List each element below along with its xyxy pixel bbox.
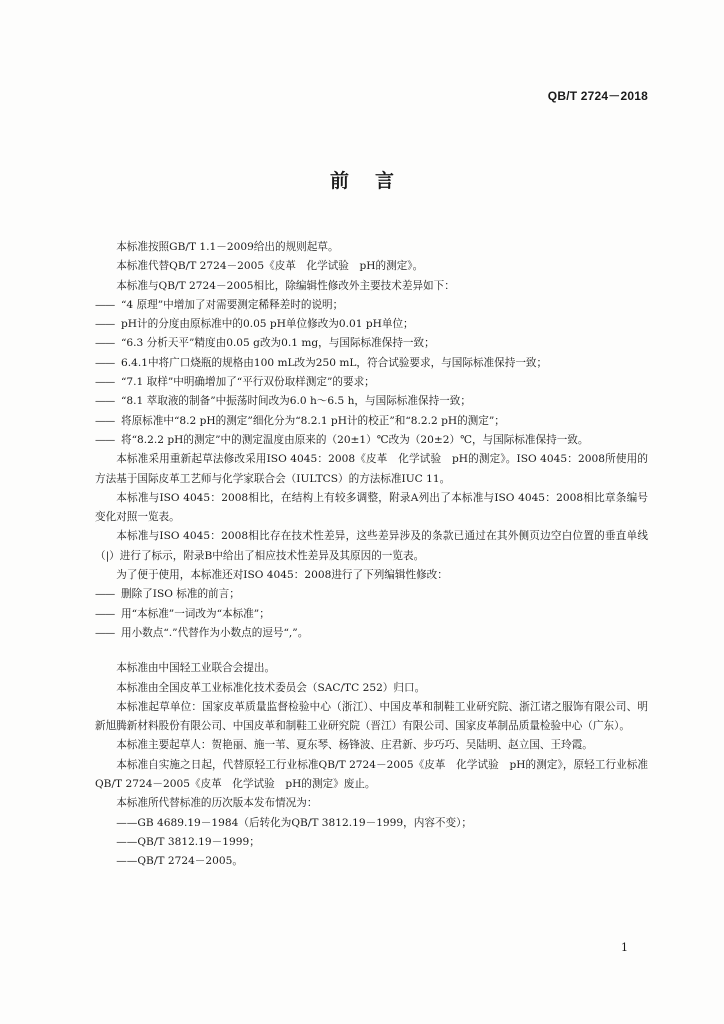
dash-mark: ——	[95, 395, 115, 408]
dash-mark: ——	[95, 298, 115, 311]
paragraph: 本标准代替QB/T 2724－2005《皮革 化学试验 pH的测定》。	[116, 260, 424, 273]
edit-item: —— 用小数点“.”代替作为小数点的逗号“,”。	[95, 624, 648, 643]
edit-item: —— 用“本标准”一词改为“本标准”；	[95, 605, 648, 624]
standard-code: QB/T 2724－2018	[547, 89, 648, 103]
history-item: ——QB/T 2724－2005。	[116, 855, 243, 868]
change-item: —— 将原标准中“8.2 pH的测定”细化分为“8.2.1 pH计的校正”和“8.2.2 pH的测定”；	[95, 412, 648, 431]
paragraph: 本标准主要起草人：贺艳丽、施一苇、夏东琴、杨锋波、庄君新、步巧巧、吴陆明、赵立国、王玲霞。	[116, 739, 593, 752]
spacer	[95, 643, 648, 659]
dash-mark: ——	[95, 337, 115, 350]
document-body	[95, 238, 648, 872]
dash-mark: ——	[95, 356, 115, 369]
dash-mark: ——	[95, 414, 115, 427]
paragraph: 本标准起草单位：国家皮革质量监督检验中心（浙江）、中国皮革和制鞋工业研究院、浙江诸之服饰有限公司、明新旭腾新材料股份有限公司、中国皮革和制鞋工业研究院（晋江）有限公司、国家皮革制品质量检验中心（广东）。	[95, 700, 648, 733]
paragraph: 本标准与QB/T 2724－2005相比，除编辑性修改外主要技术差异如下：	[116, 279, 455, 292]
change-item: —— “6.3 分析天平”精度由0.05 g改为0.1 mg，与国际标准保持一致；	[95, 334, 648, 353]
dash-mark: ——	[95, 626, 115, 639]
change-item: —— “7.1 取样”中明确增加了“平行双份取样测定”的要求；	[95, 373, 648, 392]
change-item: —— pH计的分度由原标准中的0.05 pH单位修改为0.01 pH单位；	[95, 315, 648, 334]
change-item: —— “8.1 萃取液的制备”中振荡时间改为6.0 h～6.5 h，与国际标准保持一致；	[95, 392, 648, 411]
change-item: —— 将“8.2.2 pH的测定”中的测定温度由原来的（20±1）℃改为（20±2）℃，与国际标准保持一致。	[95, 431, 648, 450]
dash-mark: ——	[95, 607, 115, 620]
paragraph: 本标准所代替标准的历次版本发布情况为：	[116, 797, 318, 810]
paragraph: 本标准按照GB/T 1.1－2009给出的规则起草。	[116, 241, 339, 253]
dash-mark: ——	[95, 588, 115, 601]
paragraph: 本标准由全国皮革工业标准化技术委员会（SAC/TC 252）归口。	[116, 681, 426, 694]
page-number: 1	[621, 941, 628, 954]
edit-item: —— 删除了ISO 标准的前言；	[95, 585, 648, 604]
paragraph: 为了便于使用，本标准还对ISO 4045：2008进行了下列编辑性修改：	[116, 569, 448, 582]
paragraph: 本标准与ISO 4045：2008相比存在技术性差异，这些差异涉及的条款已通过在其外侧页边空白位置的垂直单线（|）进行了标示，附录B中给出了相应技术性差异及其原因的一览表。	[95, 530, 648, 562]
page-title: 前言	[329, 170, 420, 192]
paragraph: 本标准采用重新起草法修改采用ISO 4045：2008《皮革 化学试验 pH的测定》。ISO 4045：2008所使用的方法基于国际皮革工艺师与化学家联合会（IULTCS）的方法标准IUC 11。	[95, 453, 648, 485]
paragraph: 本标准由中国轻工业联合会提出。	[116, 662, 276, 675]
paragraph: 本标准与ISO 4045：2008相比，在结构上有较多调整，附录A列出了本标准与ISO 4045：2008相比章条编号变化对照一览表。	[95, 491, 648, 524]
history-item: ——QB/T 3812.19－1999；	[116, 835, 260, 848]
paragraph: 本标准自实施之日起，代替原轻工行业标准QB/T 2724－2005《皮革 化学试验 pH的测定》，原轻工行业标准QB/T 2724－2005《皮革 化学试验 pH的测定》废止。	[95, 758, 648, 791]
history-item: ——GB 4689.19－1984（后转化为QB/T 3812.19－1999，内容不变）；	[116, 816, 473, 829]
dash-mark: ——	[95, 318, 115, 331]
dash-mark: ——	[95, 376, 115, 389]
change-item: —— “4 原理”中增加了对需要测定稀释差时的说明；	[95, 296, 648, 315]
dash-mark: ——	[95, 433, 115, 446]
change-item: —— 6.4.1中将广口烧瓶的规格由100 mL改为250 mL，符合试验要求，与国际标准保持一致；	[95, 354, 648, 373]
